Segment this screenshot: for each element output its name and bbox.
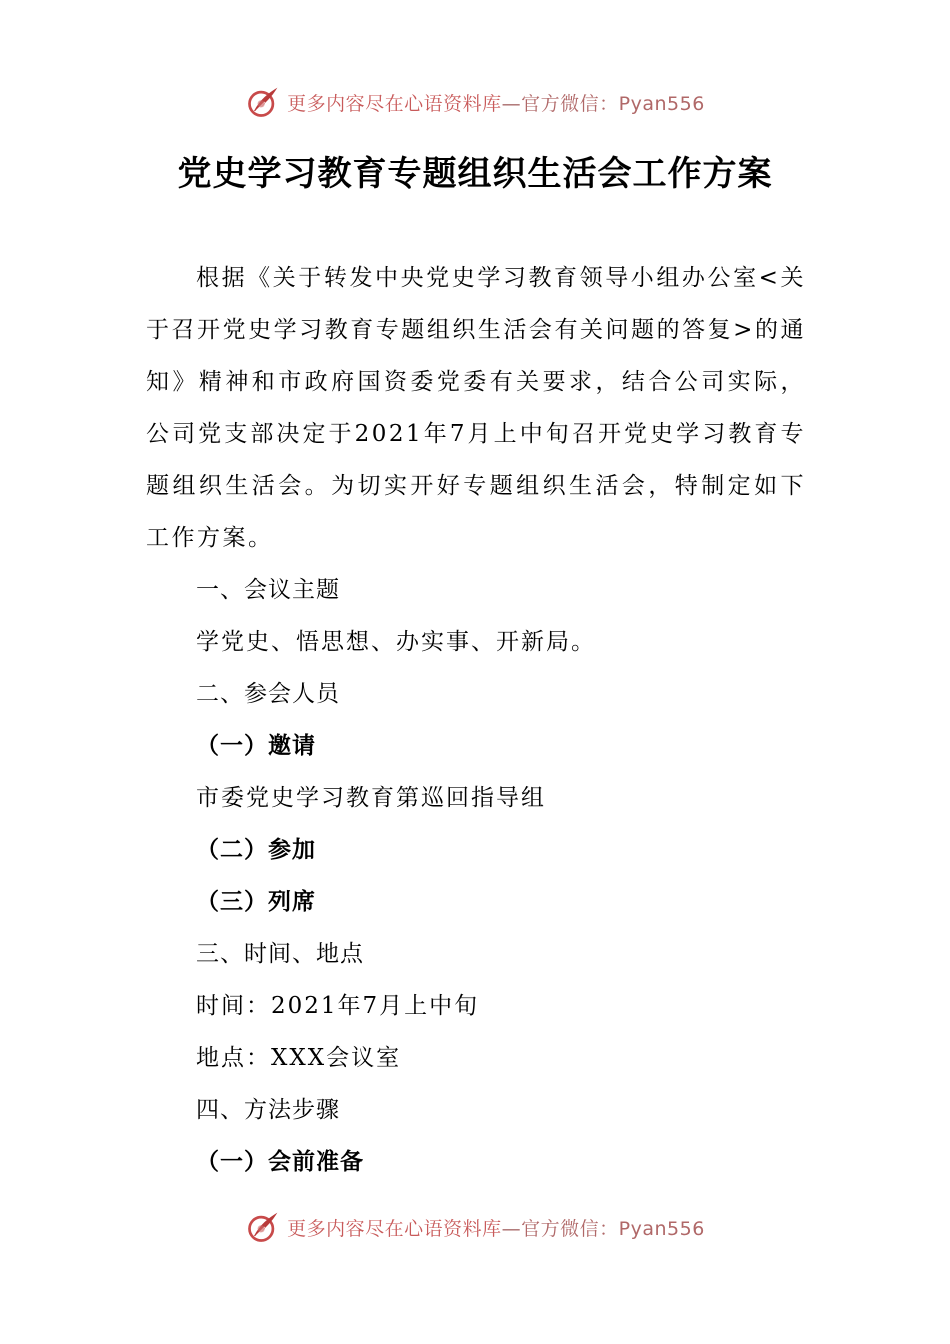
watermark-main: 更多内容尽在心语资料库 — [287, 1217, 502, 1240]
watermark-separator: — — [501, 92, 522, 115]
watermark-text — [287, 1214, 705, 1241]
section-heading-method: 四、方法步骤 — [196, 1097, 340, 1123]
quill-logo-icon — [245, 1209, 281, 1245]
watermark-header — [0, 84, 950, 120]
document-title: 党史学习教育专题组织生活会工作方案 — [177, 154, 773, 194]
meeting-time: 时间：2021年7月上中旬 — [196, 993, 480, 1019]
watermark-wechat: 官方微信：Pyan556 — [521, 1217, 705, 1240]
subheading-participants: （二）参加 — [196, 836, 316, 863]
watermark-wechat: 官方微信：Pyan556 — [521, 92, 705, 115]
watermark-text — [287, 89, 705, 116]
section-heading-theme: 一、会议主题 — [196, 577, 340, 603]
watermark-main: 更多内容尽在心语资料库 — [287, 92, 502, 115]
subheading-invited: （一）邀请 — [196, 732, 316, 759]
theme-content: 学党史、悟思想、办实事、开新局。 — [196, 629, 596, 655]
watermark-separator: — — [501, 1217, 522, 1240]
invited-content: 市委党史学习教育第巡回指导组 — [196, 785, 546, 811]
quill-logo-icon — [245, 84, 281, 120]
intro-paragraph: 根据《关于转发中央党史学习教育领导小组办公室<关于召开党史学习教育专题组织生活会有关问题的答复>的通知》精神和市政府国资委党委有关要求，结合公司实际，公司党支部决定于2021年7月上中旬召开党史学习教育专题组织生活会。为切实开好专题组织生活会，特制定如下工作方案。 — [146, 265, 806, 551]
section-heading-attendees: 二、参会人员 — [196, 681, 340, 707]
meeting-place: 地点：XXX会议室 — [196, 1045, 402, 1071]
watermark-footer — [0, 1209, 950, 1245]
subheading-preparation: （一）会前准备 — [196, 1148, 364, 1175]
subheading-observers: （三）列席 — [196, 888, 316, 915]
document-body — [146, 252, 806, 1188]
section-heading-time-place: 三、时间、地点 — [196, 941, 364, 967]
